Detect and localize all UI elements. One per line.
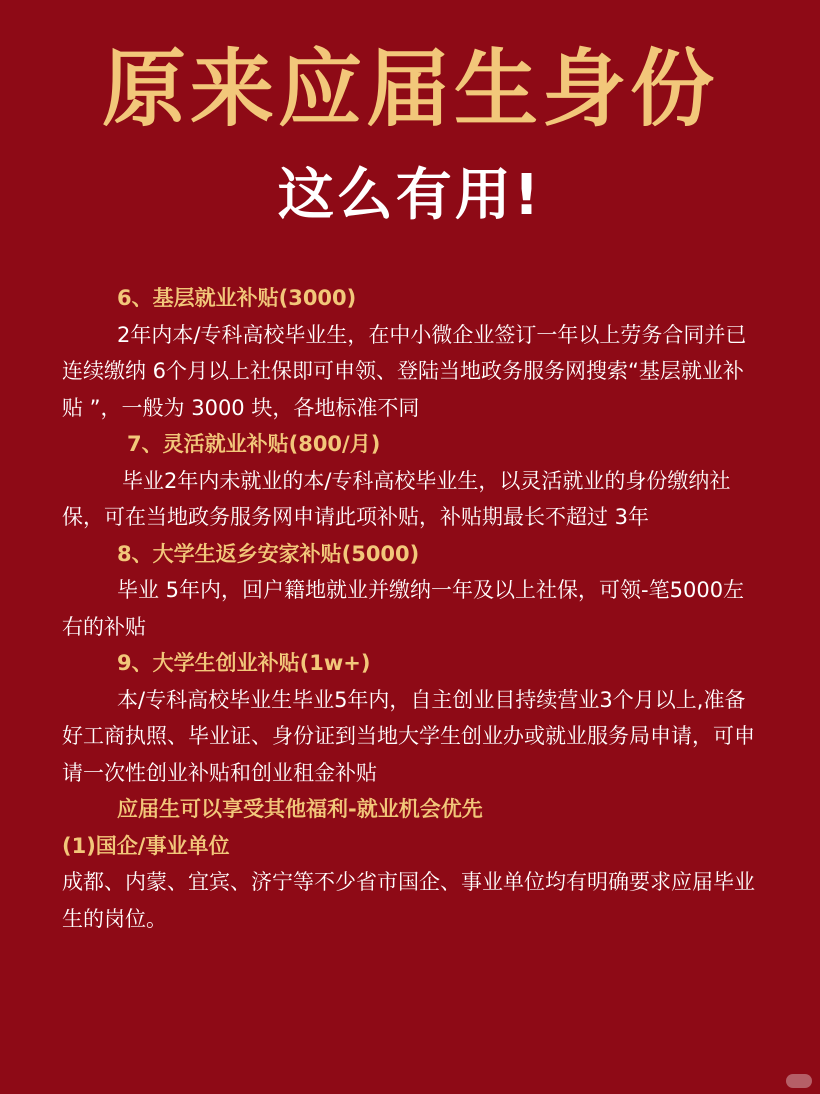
section-body: 毕业2年内未就业的本/专科高校毕业生，以灵活就业的身份缴纳社保，可在当地政务服务网申请此项补贴，补贴期最长不超过 3年 bbox=[62, 468, 731, 529]
benefits-heading: 应届生可以享受其他福利-就业机会优先 bbox=[117, 797, 483, 821]
section-heading: 9、大学生创业补贴(1w+) bbox=[117, 651, 371, 675]
section-heading: 8、大学生返乡安家补贴(5000) bbox=[117, 541, 420, 566]
page-title: 原来应届生身份 bbox=[101, 40, 718, 138]
section-body: 本/专科高校毕业生毕业5年内，自主创业目持续营业3个月以上,准备好工商执照、毕业证、身份证到当地大学生创业办或就业服务局申请，可申请一次性创业补贴和创业租金补贴 bbox=[62, 687, 755, 785]
section-body: 毕业 5年内，回户籍地就业并缴纳一年及以上社保，可领-笔5000左右的补贴 bbox=[62, 578, 745, 639]
watermark-badge bbox=[786, 1074, 812, 1088]
subsection-body: 成都、内蒙、宜宾、济宁等不少省市国企、事业单位均有明确要求应届毕业生的岗位。 bbox=[62, 870, 755, 931]
section-heading: 7、灵活就业补贴(800/月) bbox=[127, 432, 381, 456]
section-heading: 6、基层就业补贴(3000) bbox=[117, 286, 357, 310]
subsection-heading: (1)国企/事业单位 bbox=[62, 833, 230, 858]
content bbox=[62, 280, 762, 937]
page-subtitle: 这么有用! bbox=[277, 163, 543, 228]
section-body: 2年内本/专科高校毕业生，在中小微企业签订一年以上劳务合同并已连续缴纳 6个月以上社保即可申领、登陆当地政务服务网搜索“基层就业补贴 ”，一般为 3000 块，各地标准不同 bbox=[62, 322, 747, 420]
